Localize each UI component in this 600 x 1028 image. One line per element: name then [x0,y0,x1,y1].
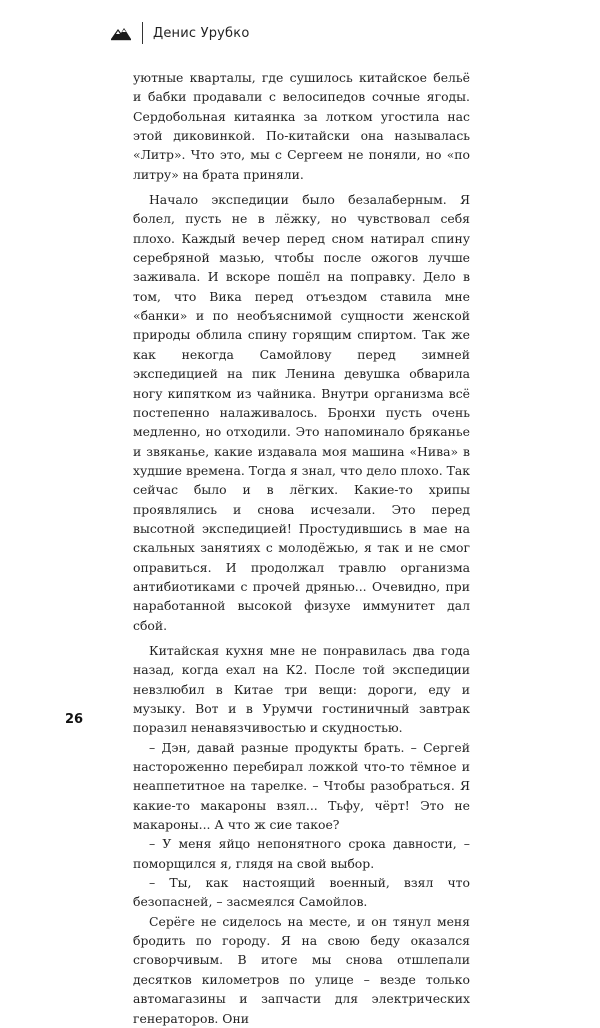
page-body-text [133,68,470,1028]
dialogue-line: – Дэн, давай разные продукты брать. – Сергей настороженно перебирал ложкой что-то тёмное и неаппетитное на тарелке. – Чтобы разобраться. Я какие-то макароны взял... Тьфу, чёрт! Это не макароны... А что ж сие такое? [133,739,470,833]
mountain-logo-icon [110,25,132,41]
paragraph: уютные кварталы, где сушилось китайское бельё и бабки продавали с велосипедов сочные ягоды. Сердобольная китаянка за лотком угостила нас этой диковинкой. По-китайски она называлась «Литр». Что это, мы с Сергеем не поняли, но «по литру» на брата приняли. [133,70,470,182]
author-name: Денис Урубко [153,25,250,41]
page-number: 26 [65,712,84,727]
dialogue-line: – У меня яйцо непонятного срока давности, – поморщился я, глядя на свой выбор. [133,836,470,871]
dialogue-line: – Ты, как настоящий военный, взял что безопасней, – засмеялся Самойлов. [133,875,470,910]
running-header [110,18,249,48]
paragraph: Серёге не сиделось на месте, и он тянул меня бродить по городу. Я на свою беду оказался сговорчивым. В итоге мы снова отшлепали десятков километров по улице – везде только автомагазины и запчасти для электрических генераторов. Они [133,913,470,1026]
paragraph: Начало экспедиции было безалаберным. Я болел, пусть не в лёжку, но чувствовал себя плохо. Каждый вечер перед сном натирал спину серебряной мазью, чтобы после ожогов лучше заживала. И вскоре пошёл на поправку. Дело в том, что Вика перед отъездом ставила мне «банки» и по необъяснимой сущности женской природы облила спину горящим спиртом. Так же как некогда Самойлову перед зимней экспедицией на пик Ленина девушка обварила ногу кипятком из чайника. Внутри организма всё постепенно налаживалось. Бронхи пусть очень медленно, но отходили. Это напоминало бряканье и звяканье, какие издавала моя машина «Нива» в худшие времена. Тогда я знал, что дело плохо. Так сейчас было и в лёгких. Какие-то хрипы проявлялись и снова исчезали. Это перед высотной экспедицией! Простудившись в мае на скальных занятиях с молодёжью, я так и не смог оправиться. И продолжал травлю организма антибиотиками с прочей дрянью... Очевидно, при наработанной высокой физухе иммунитет дал сбой. [133,192,470,633]
header-divider [142,22,143,44]
paragraph: Китайская кухня мне не понравилась два года назад, когда ехал на К2. После той экспедиции невзлюбил в Китае три вещи: дороги, еду и музыку. Вот и в Урумчи гостиничный завтрак поразил ненавязчивостью и скудностью. [133,642,470,736]
